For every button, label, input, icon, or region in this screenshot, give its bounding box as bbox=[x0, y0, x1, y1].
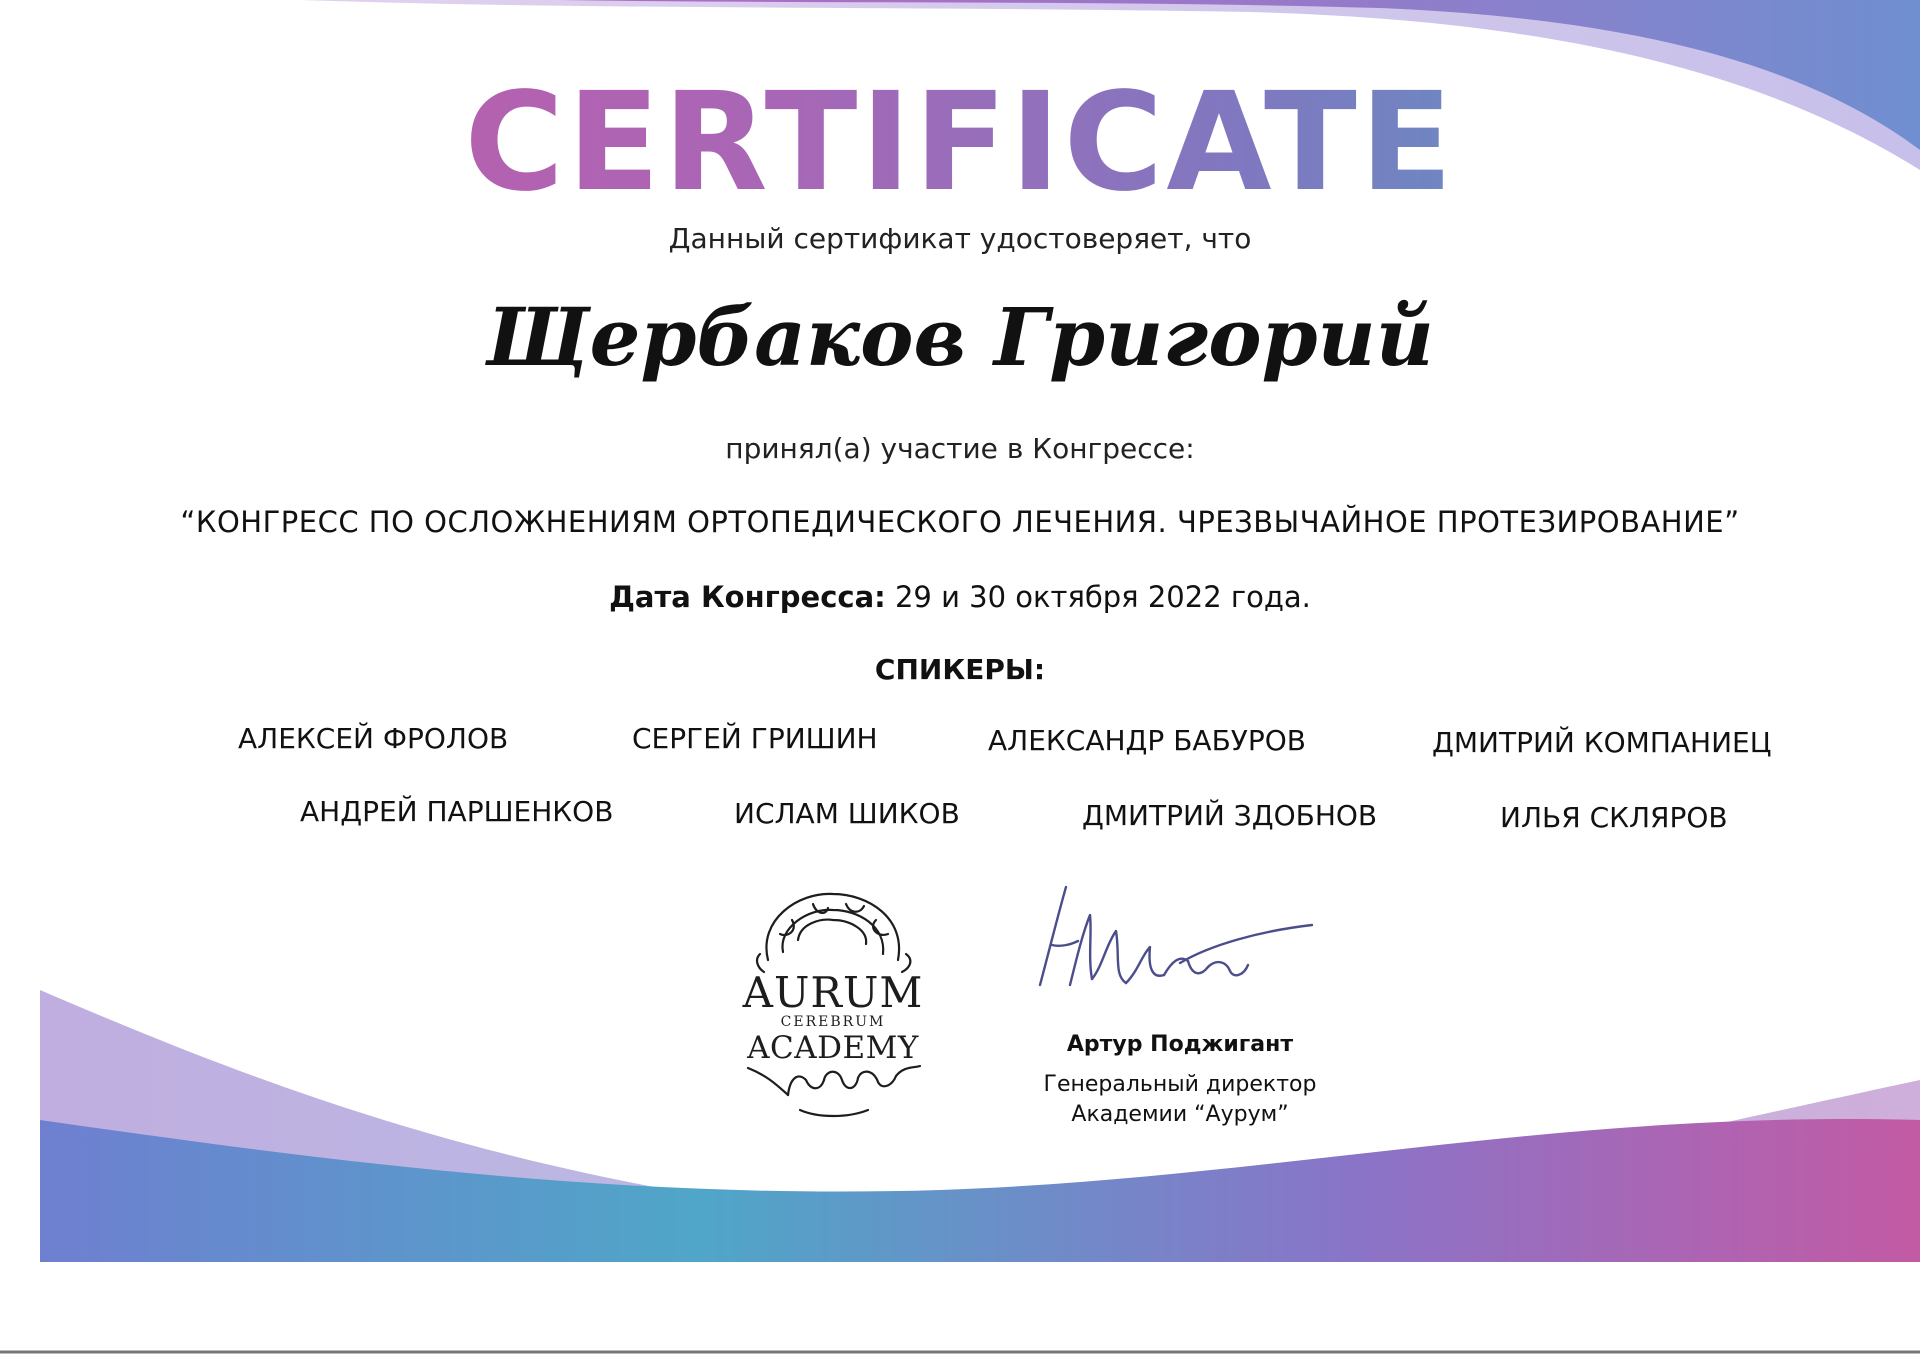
logo-aurum-text: AURUM bbox=[742, 968, 924, 1017]
participation-text: принял(а) участие в Конгрессе: bbox=[725, 432, 1195, 465]
speaker-name: АЛЕКСАНДР БАБУРОВ bbox=[988, 724, 1306, 757]
signer-role-line1: Генеральный директор bbox=[1043, 1072, 1317, 1097]
signer-role-line2: Академии “Аурум” bbox=[1071, 1102, 1289, 1127]
speaker-name: АНДРЕЙ ПАРШЕНКОВ bbox=[300, 795, 614, 828]
speakers-heading: СПИКЕРЫ: bbox=[874, 653, 1046, 686]
signer-role bbox=[1000, 1070, 1360, 1130]
bottom-margin bbox=[0, 1262, 1920, 1359]
congress-date bbox=[0, 580, 1920, 614]
speaker-name: АЛЕКСЕЙ ФРОЛОВ bbox=[238, 722, 509, 755]
academy-logo bbox=[728, 880, 938, 1130]
speaker-name: СЕРГЕЙ ГРИШИН bbox=[632, 722, 878, 755]
speaker-name: ДМИТРИЙ КОМПАНИЕЦ bbox=[1432, 726, 1772, 759]
date-label: Дата Конгресса: bbox=[609, 580, 886, 614]
recipient-name: Щербаков Григорий bbox=[486, 290, 1434, 384]
congress-name: “КОНГРЕСС ПО ОСЛОЖНЕНИЯМ ОРТОПЕДИЧЕСКОГО ЛЕЧЕНИЯ. ЧРЕЗВЫЧАЙНОЕ ПРОТЕЗИРОВАНИЕ” bbox=[180, 505, 1740, 539]
logo-cerebrum-text: CEREBRUM bbox=[780, 1014, 886, 1030]
speaker-name: ИСЛАМ ШИКОВ bbox=[734, 797, 960, 830]
intro-text: Данный сертификат удостоверяет, что bbox=[668, 222, 1252, 255]
speaker-name: ДМИТРИЙ ЗДОБНОВ bbox=[1082, 799, 1378, 832]
handwritten-signature-icon bbox=[1030, 875, 1320, 1015]
logo-academy-text: ACADEMY bbox=[747, 1030, 919, 1066]
date-value: 29 и 30 октября 2022 года. bbox=[894, 580, 1311, 614]
certificate-title: CERTIFICATE bbox=[0, 68, 1920, 218]
speaker-name: ИЛЬЯ СКЛЯРОВ bbox=[1500, 801, 1728, 834]
signer-name: Артур Поджигант bbox=[1066, 1032, 1294, 1057]
